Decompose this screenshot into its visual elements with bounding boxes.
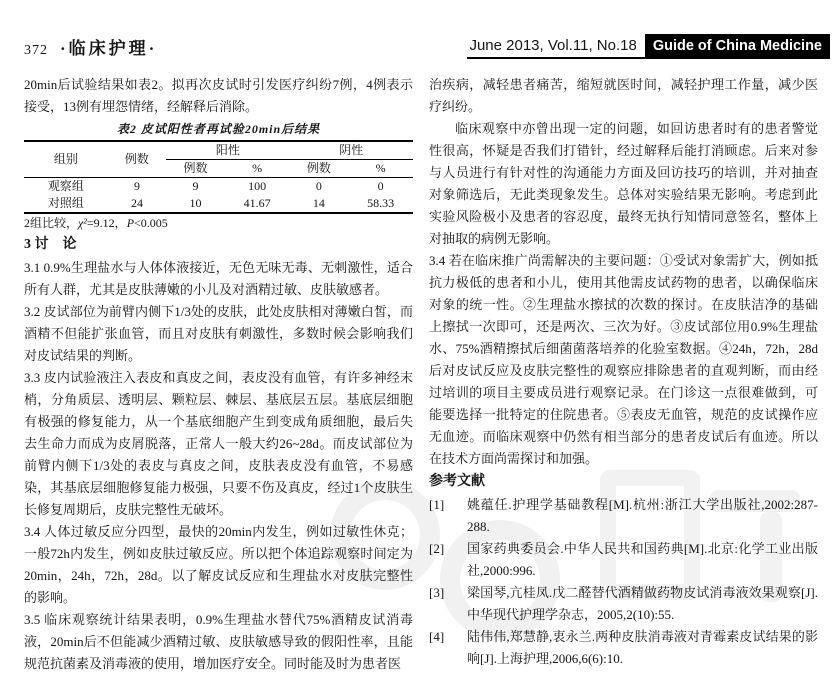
reference-number: [3] bbox=[429, 585, 445, 600]
reference-text: 国家药典委员会.中华人民共和国药典[M].北京:化学工业出版社,2000:996. bbox=[467, 541, 818, 578]
journal-badge: Guide of China Medicine bbox=[645, 34, 830, 59]
section-label: ·临床护理· bbox=[60, 39, 158, 58]
footnote-prefix: 2组比较， bbox=[24, 216, 79, 230]
table-title: 表2 皮试阳性者再试验20min后结果 bbox=[116, 122, 321, 136]
table-header-cases: 例数 bbox=[108, 141, 167, 178]
header-left bbox=[24, 34, 157, 59]
right-column bbox=[429, 74, 818, 674]
table-subheader-neg-cases: 例数 bbox=[290, 160, 349, 178]
results-table bbox=[24, 140, 413, 214]
observation-paragraph: 临床观察中亦曾出现一定的问题，如回访患者时有的患者警觉性很高，怀疑是否我们打错针，经过解释后能打消顾虑。后来对参与人员进行有针对性的沟通能力方面及回访技巧的培训，并对抽查对象筛选后，无此类现象发生。总体对实验结果无影响。考虑到此实验风险极小及患者的容忍度，最终无执行知情同意签名，整体上对抽取的病例无影响。 bbox=[429, 121, 818, 246]
intro-paragraph: 20min后试验结果如表2。拟再次皮试时引发医疗纠纷7例，4例表示接受，13例有埋怨情绪，经解释后消除。 bbox=[24, 77, 413, 114]
reference-item bbox=[429, 582, 818, 626]
footnote-p: P bbox=[126, 216, 135, 230]
reference-text: 梁国琴,亢桂凤.戊二醛替代酒精做药物皮试消毒液效果观察[J].中华现代护理学杂志，2005,2(10):55. bbox=[467, 585, 818, 622]
continuation-paragraph: 治疾病，减轻患者痛苦，缩短就医时间，减轻护理工作量，减少医疗纠纷。 bbox=[429, 77, 818, 114]
cell-n: 9 bbox=[133, 179, 140, 193]
table-subheader-neg-pct: % bbox=[348, 160, 413, 178]
cell-pos-n: 10 bbox=[189, 196, 202, 210]
reference-text: 陆伟伟,郑慧静,衷永兰.两种皮肤消毒液对青霉素皮试结果的影响[J].上海护理,2006,6(6):10. bbox=[467, 629, 818, 666]
cell-pos-pct: 100 bbox=[248, 179, 267, 193]
header-right bbox=[467, 34, 830, 59]
paragraph-3-1: 3.1 0.9%生理盐水与人体体液接近，无色无味无毒、无刺激性，适合所有人群，尤其是皮肤薄嫩的小儿及对酒精过敏、皮肤敏感者。 bbox=[24, 260, 413, 297]
paragraph-3-3: 3.3 皮内试验液注入表皮和真皮之间，表皮没有血管，有许多神经末梢，分角质层、透明层、颗粒层、棘层、基底层五层。基底层细胞有极强的修复能力，从一个基底细胞产生到变成角质细胞，最后失去生命力而成为皮屑脱落，正常人一般大约26~28d。而皮试部位为前臂内侧下1/3处的表皮与真皮之间，皮肤表皮没有血管，不易感染，其基底层细胞修复能力极强，只要不伤及真皮，经过1个皮肤生长修复周期后，皮肤完整性无破坏。 bbox=[24, 370, 413, 517]
paragraph-3-4: 3.4 人体过敏反应分四型，最快的20min内发生，例如过敏性休克；一般72h内发生，例如皮肤过敏反应。所以把个体追踪观察时间定为20min，24h，72h，28d。以了解皮试反应和生理盐水对皮肤完整性的影响。 bbox=[24, 524, 413, 605]
table-header-group: 组别 bbox=[24, 141, 108, 178]
reference-item bbox=[429, 626, 818, 670]
reference-item bbox=[429, 538, 818, 582]
footnote-rest: <0.005 bbox=[134, 216, 168, 230]
table-footnote bbox=[24, 214, 413, 233]
discussion-heading: 3 讨 论 bbox=[24, 237, 77, 252]
table-subheader-pos-cases: 例数 bbox=[166, 160, 225, 178]
table-header-negative: 阴性 bbox=[290, 141, 413, 160]
reference-text: 姚蕴任.护理学基础教程[M].杭州:浙江大学出版社,2002:287-288. bbox=[467, 497, 818, 534]
issue-label: June 2013, Vol.11, No.18 bbox=[467, 35, 644, 59]
table-row bbox=[24, 195, 413, 213]
table-header-positive: 阳性 bbox=[166, 141, 289, 160]
reference-number: [1] bbox=[429, 497, 445, 512]
table-subheader-pos-pct: % bbox=[225, 160, 290, 178]
reference-number: [4] bbox=[429, 629, 445, 644]
promotion-paragraph: 3.4 若在临床推广尚需解决的主要问题：①受试对象需扩大，例如抵抗力极低的患者和小儿，使用其他需皮试药物的患者，以确保临床对象的统一性。②生理盐水擦拭的次数的探讨。在皮肤洁净的基础上擦拭一次即可，还是两次、三次为好。③皮试部位用0.9%生理盐水、75%酒精擦拭后细菌菌落培养的化验室数据。④24h，72h，28d后对皮试反应及皮肤完整性的观察应排除患者的直观判断，而由经过培训的项目主要成员进行观察记录。在门诊这一点很难做到，可能要选择一批特定的住院患者。⑤表皮无血管，规范的皮试操作应无血迹。而临床观察中仍然有相当部分的患者皮试后有血迹。所以在技术方面尚需探讨和加强。 bbox=[429, 253, 818, 466]
cell-neg-n: 14 bbox=[312, 196, 325, 210]
left-column bbox=[24, 74, 413, 674]
header bbox=[24, 34, 830, 59]
body-columns bbox=[24, 74, 818, 674]
cell-neg-pct: 58.33 bbox=[367, 196, 395, 210]
reference-number: [2] bbox=[429, 541, 445, 556]
cell-group: 对照组 bbox=[47, 196, 84, 210]
table-row bbox=[24, 178, 413, 196]
cell-group: 观察组 bbox=[47, 179, 84, 193]
table-block bbox=[24, 120, 413, 233]
paragraph-3-2: 3.2 皮试部位为前臂内侧下1/3处的皮肤，此处皮肤相对薄嫩白皙，而酒精不但能扩张血管，而且对皮肤有刺激性，多数时候会影响我们对皮试结果的判断。 bbox=[24, 304, 413, 363]
page-number: 372 bbox=[24, 43, 48, 58]
cell-pos-n: 9 bbox=[192, 179, 199, 193]
cell-n: 24 bbox=[130, 196, 143, 210]
reference-item bbox=[429, 494, 818, 538]
references-heading: 参考文献 bbox=[429, 474, 485, 489]
cell-pos-pct: 41.67 bbox=[243, 196, 271, 210]
footnote-chi: χ² bbox=[78, 216, 87, 230]
cell-neg-pct: 0 bbox=[377, 179, 384, 193]
paragraph-3-5: 3.5 临床观察统计结果表明，0.9%生理盐水替代75%酒精皮试消毒液，20min后不但能减少酒精过敏、皮肤敏感导致的假阳性率，且能规范抗菌素及消毒液的使用，增加医疗安全。同时能及时为患者医 bbox=[24, 612, 413, 671]
footnote-value: =9.12， bbox=[86, 216, 127, 230]
cell-neg-n: 0 bbox=[315, 179, 322, 193]
